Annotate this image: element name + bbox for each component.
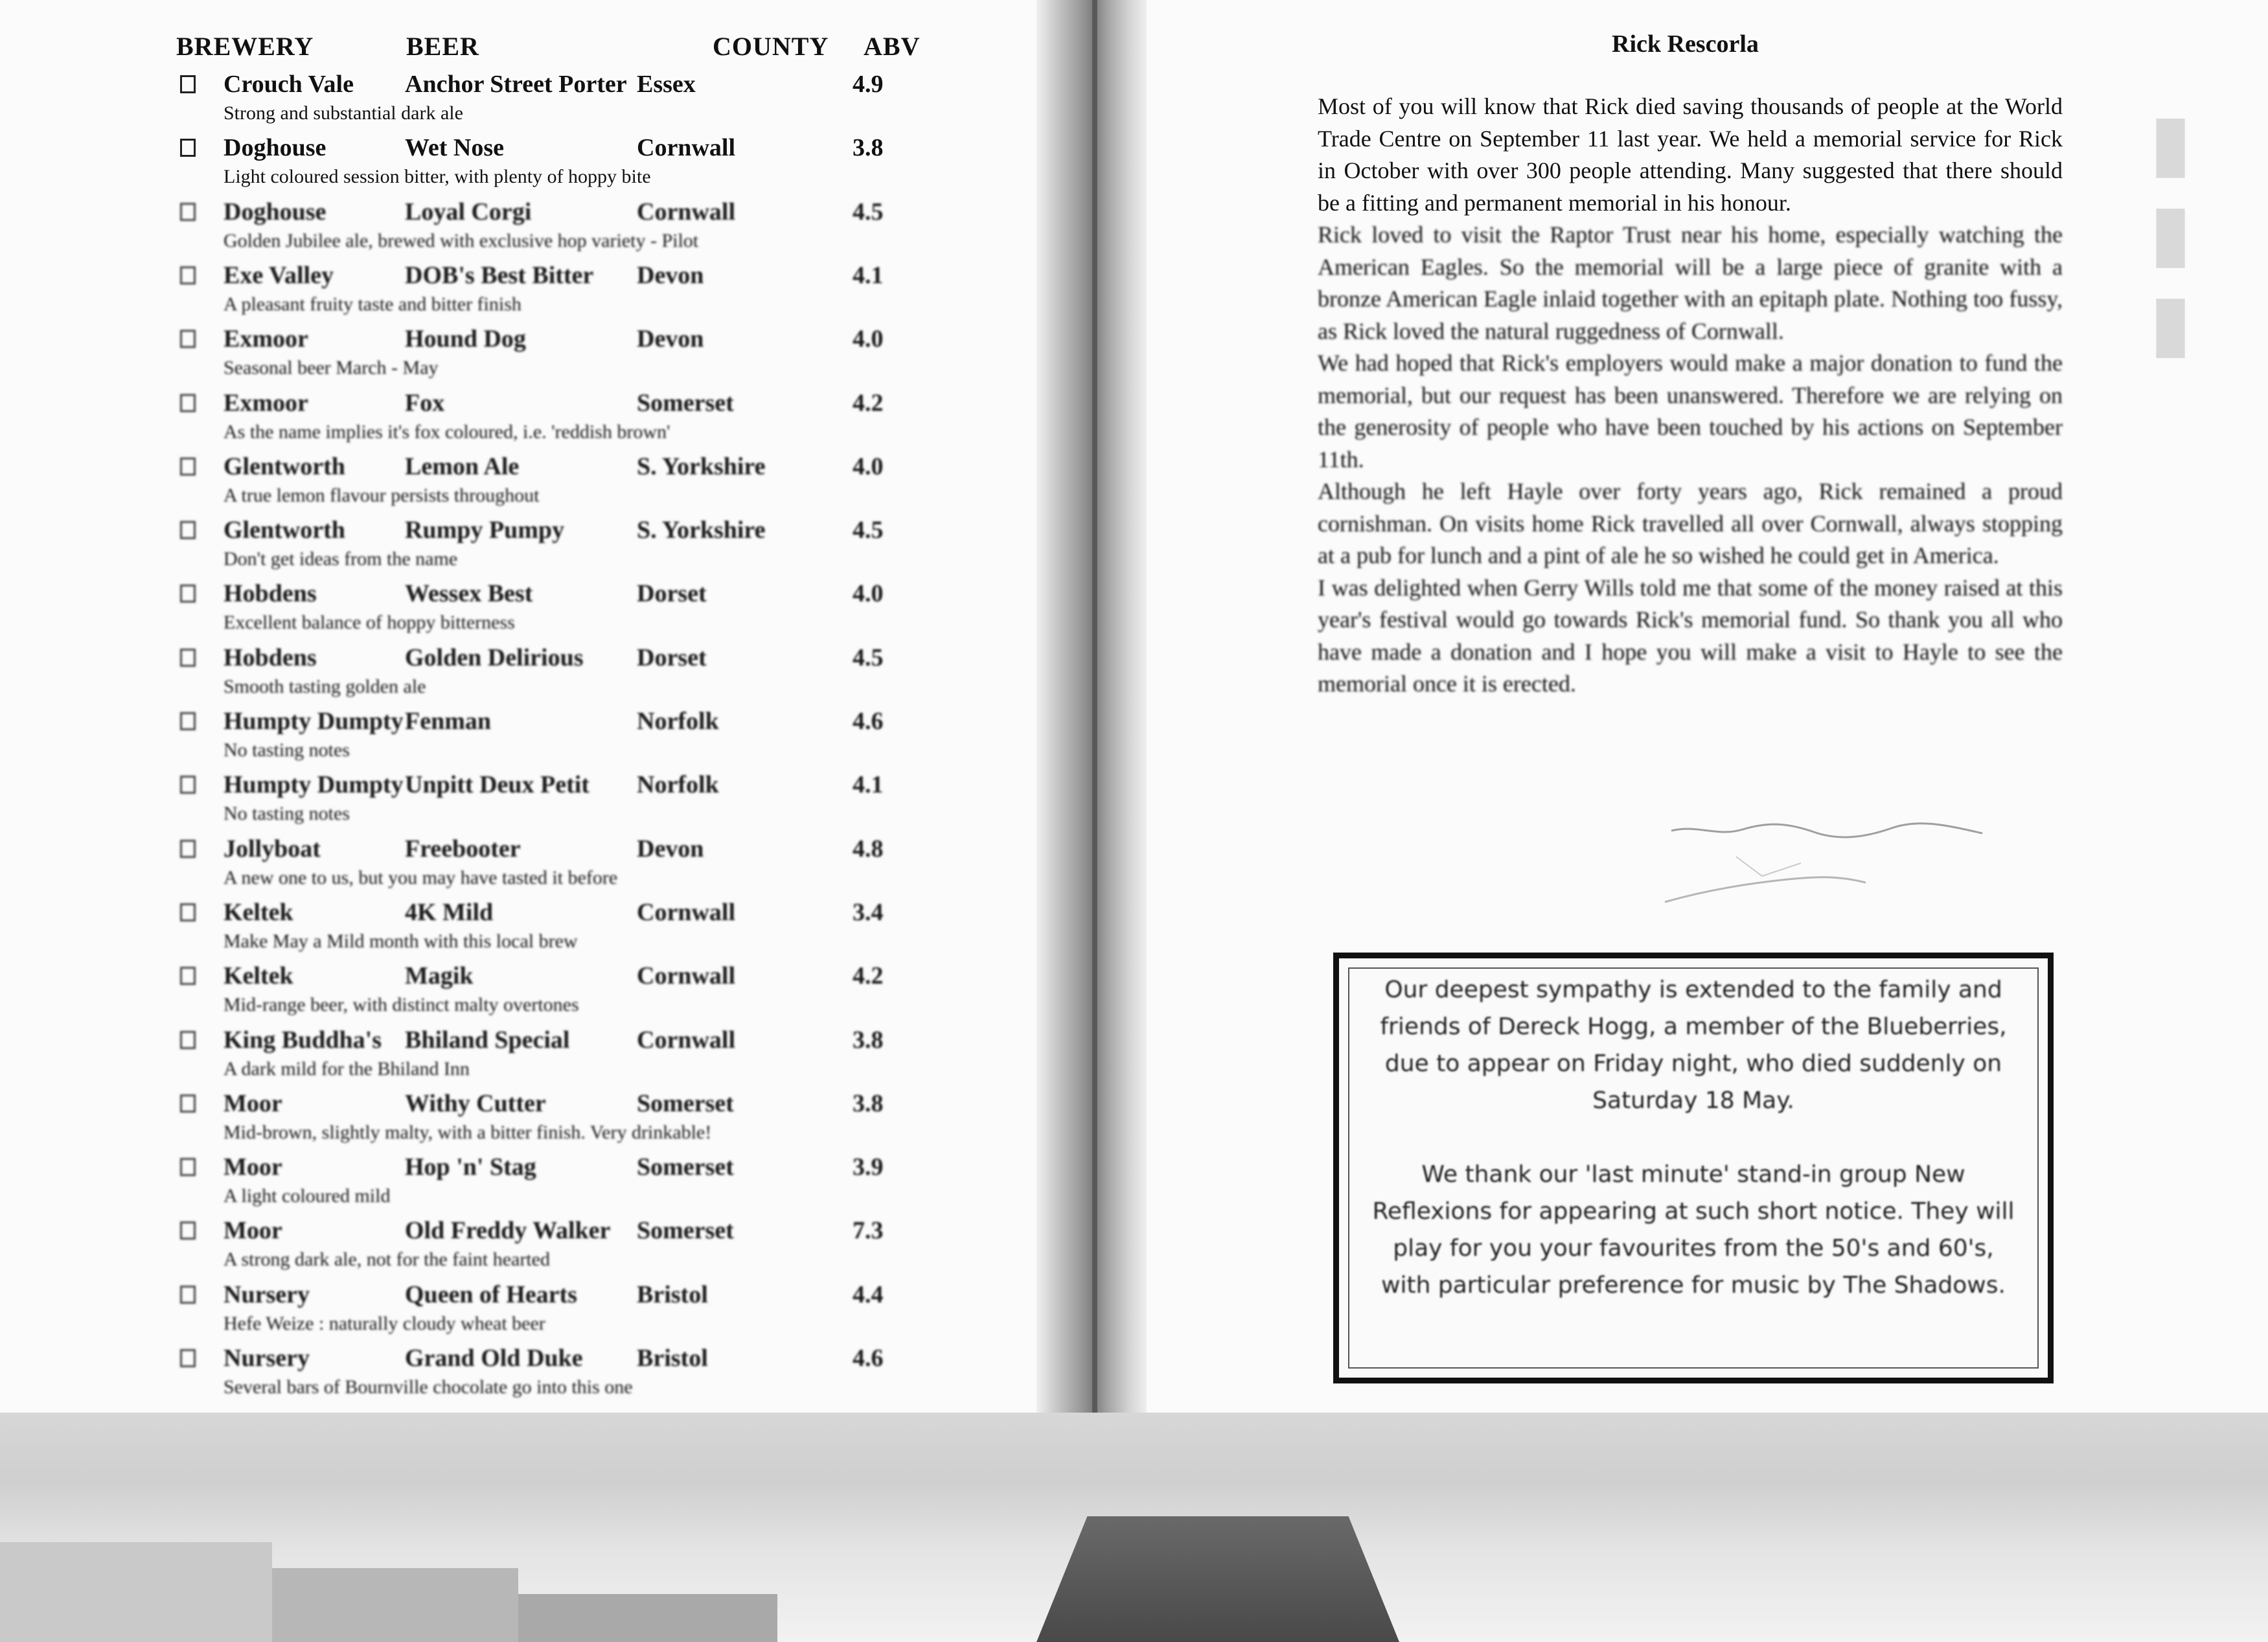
beer-row [175,1344,952,1406]
beer-description: A light coloured mild [223,1185,391,1207]
beer-main-line [175,1089,952,1123]
abv-value: 7.3 [853,1217,884,1245]
brewery-name: King Buddha's [223,1026,382,1054]
county-name: Cornwall [637,134,735,162]
abv-value: 3.8 [853,1026,884,1054]
beer-main-line [175,707,952,741]
tick-checkbox[interactable] [180,266,196,284]
county-name: Bristol [637,1280,708,1308]
article-paragraph-3: We had hoped that Rick's employers would make a major donation to fund the memorial, but our request has been unanswered. Therefore we are relying on the generosity of people who have been touched by his actions on September 11th. [1318,350,2063,472]
tick-checkbox[interactable] [180,521,196,539]
beer-main-line [175,261,952,295]
brewery-name: Nursery [223,1280,310,1308]
beer-row [175,516,952,578]
beer-description: A true lemon flavour persists throughout [223,484,540,506]
article-paragraph-1: Most of you will know that Rick died saving thousands of people at the World Trade Centre on September 11 last year. We held a memorial service for Rick in October with over 300 people attending. Many suggested that there should be a fitting and permanent memorial in his honour. [1318,93,2063,216]
tick-checkbox[interactable] [180,330,196,348]
tick-checkbox[interactable] [180,1158,196,1176]
brewery-name: Humpty Dumpty [223,771,404,799]
beer-name: Freebooter [405,835,521,862]
scan-artifact [518,1594,777,1642]
beer-name: Wet Nose [405,134,505,162]
beer-name: Rumpy Pumpy [405,516,564,544]
brewery-name: Nursery [223,1345,310,1372]
county-name: S. Yorkshire [637,452,766,480]
beer-description: As the name implies it's fox coloured, i.e. 'reddish brown' [223,421,670,443]
beer-name: DOB's Best Bitter [405,261,594,289]
notice-text [1365,971,2022,1304]
county-name: Devon [637,325,704,353]
beer-name: Golden Delirious [405,643,584,671]
handwritten-signature [1658,818,2047,921]
beer-row [175,1153,952,1215]
beer-main-line [175,70,952,104]
header-county: COUNTY [713,32,829,61]
county-name: Dorset [637,580,707,608]
book-spine-line [1092,0,1097,1642]
abv-value: 3.8 [853,1089,884,1117]
header-beer: BEER [406,32,479,61]
abv-value: 4.4 [853,1280,884,1308]
tick-checkbox[interactable] [180,840,196,858]
beer-description: Light coloured session bitter, with plenty of hoppy bite [223,166,651,188]
beer-name: Wessex Best [405,580,533,608]
brewery-name: Humpty Dumpty [223,708,404,735]
beer-row [175,261,952,323]
beer-description: Strong and substantial dark ale [223,102,463,124]
beer-name: Magik [405,962,474,990]
abv-value: 4.5 [853,643,884,671]
header-abv: ABV [864,32,921,61]
beer-main-line [175,1026,952,1059]
abv-value: 4.9 [853,71,884,98]
beer-main-line [175,898,952,932]
abv-value: 3.8 [853,134,884,162]
abv-value: 4.5 [853,516,884,544]
county-name: Somerset [637,389,734,417]
beer-main-line [175,133,952,167]
beer-row [175,70,952,132]
county-name: Cornwall [637,898,735,926]
tick-checkbox[interactable] [180,1094,196,1113]
beer-main-line [175,962,952,995]
beer-name: Hop 'n' Stag [405,1153,536,1181]
beer-description: No tasting notes [223,739,350,761]
abv-value: 4.1 [853,261,884,289]
beer-row [175,1089,952,1151]
beer-row [175,770,952,833]
beer-description: Excellent balance of hoppy bitterness [223,612,515,634]
beer-row [175,1216,952,1278]
county-name: Devon [637,835,704,862]
beer-row [175,389,952,451]
beer-name: Grand Old Duke [405,1345,583,1372]
beer-row [175,325,952,387]
beer-description: A strong dark ale, not for the faint hearted [223,1249,550,1271]
scan-artifact [0,1542,272,1642]
beer-list-page [0,0,1101,1413]
beer-row [175,898,952,960]
abv-value: 4.0 [853,452,884,480]
beer-main-line [175,325,952,358]
scan-artifact [272,1568,518,1642]
tick-checkbox[interactable] [180,1221,196,1240]
brewery-name: Hobdens [223,643,317,671]
beer-name: Queen of Hearts [405,1280,577,1308]
tick-checkbox[interactable] [180,457,196,476]
beer-main-line [175,516,952,549]
abv-value: 4.6 [853,1345,884,1372]
beer-description: Several bars of Bournville chocolate go into this one [223,1376,633,1398]
abv-value: 3.9 [853,1153,884,1181]
beer-main-line [175,1216,952,1250]
abv-value: 4.2 [853,389,884,417]
tick-checkbox[interactable] [180,1031,196,1049]
abv-value: 4.0 [853,325,884,353]
beer-name: Hound Dog [405,325,526,353]
beer-description: Seasonal beer March - May [223,357,439,379]
background-watermark: ▮▮▮ [2125,97,2216,367]
abv-value: 4.0 [853,580,884,608]
brewery-name: Exe Valley [223,261,334,289]
article-paragraph-5: I was delighted when Gerry Wills told me that some of the money raised at this year's festival would go towards Rick's memorial fund. So thank you all who have made a donation and I hope you will make a visit to Hayle to see the memorial once it is erected. [1318,574,2063,697]
beer-row [175,835,952,897]
article-paragraph-4: Although he left Hayle over forty years ago, Rick remained a proud cornishman. On visits home Rick travelled all over Cornwall, always stopping at a pub for lunch and a pint of ale he so wished he could get in America. [1318,478,2063,568]
county-name: Essex [637,71,696,98]
beer-name: Anchor Street Porter [405,71,627,98]
county-name: Cornwall [637,198,735,225]
beer-main-line [175,452,952,486]
tick-checkbox[interactable] [180,1286,196,1304]
article-body [1318,91,2063,700]
beer-main-line [175,770,952,804]
beer-description: Smooth tasting golden ale [223,675,426,697]
beer-row [175,133,952,196]
beer-name: Bhiland Special [405,1026,570,1054]
beer-row [175,707,952,769]
tick-checkbox[interactable] [180,203,196,221]
brewery-name: Doghouse [223,198,326,225]
county-name: Norfolk [637,708,719,735]
brewery-name: Jollyboat [223,835,321,862]
brewery-name: Doghouse [223,134,326,162]
tick-checkbox[interactable] [180,139,196,157]
beer-name: Old Freddy Walker [405,1217,611,1245]
county-name: Bristol [637,1345,708,1372]
beer-name: Fenman [405,708,491,735]
brewery-name: Exmoor [223,389,308,417]
beer-main-line [175,1280,952,1314]
abv-value: 4.6 [853,708,884,735]
beer-main-line [175,1153,952,1186]
beer-description: No tasting notes [223,803,350,825]
beer-description: A pleasant fruity taste and bitter finish [223,293,521,315]
article-paragraph-2: Rick loved to visit the Raptor Trust near his home, especially watching the American Eagles. So the memorial will be a large piece of granite with a bronze American Eagle inlaid together with an epitaph plate. Nothing too fussy, as Rick loved the natural ruggedness of Cornwall. [1318,222,2063,344]
beer-name: Unpitt Deux Petit [405,771,590,799]
abv-value: 4.5 [853,198,884,225]
beer-main-line [175,1344,952,1378]
article-title: Rick Rescorla [1612,30,1759,58]
scan-dark-base [1037,1516,1399,1642]
brewery-name: Glentworth [223,516,345,544]
tick-checkbox[interactable] [180,1349,196,1367]
beer-description: A new one to us, but you may have tasted it before [223,866,618,888]
beer-main-line [175,835,952,868]
sympathy-notice: Our deepest sympathy is extended to the family and friends of Dereck Hogg, a member of the Blueberries, due to appear on Friday night, who died suddenly on Saturday 18 May. [1380,977,2007,1114]
brewery-name: Keltek [223,962,293,990]
header-brewery: BREWERY [176,32,314,61]
tick-checkbox[interactable] [180,712,196,730]
county-name: Cornwall [637,1026,735,1054]
brewery-name: Exmoor [223,325,308,353]
beer-row [175,1026,952,1088]
county-name: Dorset [637,643,707,671]
tick-checkbox[interactable] [180,967,196,985]
abv-value: 4.8 [853,835,884,862]
abv-value: 3.4 [853,898,884,926]
beer-name: Fox [405,389,445,417]
brewery-name: Glentworth [223,452,345,480]
notice-box [1333,953,2054,1383]
county-name: Somerset [637,1153,734,1181]
county-name: Somerset [637,1217,734,1245]
county-name: Norfolk [637,771,719,799]
tick-checkbox[interactable] [180,75,196,93]
brewery-name: Keltek [223,898,293,926]
beer-name: Withy Cutter [405,1089,546,1117]
abv-value: 4.2 [853,962,884,990]
abv-value: 4.1 [853,771,884,799]
county-name: Somerset [637,1089,734,1117]
tick-checkbox[interactable] [180,903,196,921]
county-name: Devon [637,261,704,289]
beer-description: A dark mild for the Bhiland Inn [223,1058,470,1080]
brewery-name: Hobdens [223,580,317,608]
beer-row [175,579,952,642]
beer-main-line [175,389,952,422]
beer-description: Don't get ideas from the name [223,548,458,570]
beer-description: Mid-brown, slightly malty, with a bitter finish. Very drinkable! [223,1121,712,1143]
thanks-notice: We thank our 'last minute' stand-in group New Reflexions for appearing at such short notice. They will play for you your favourites from the 50's and 60's, with particular preference for music by The Shadows. [1372,1161,2015,1299]
beer-main-line [175,579,952,613]
brewery-name: Crouch Vale [223,71,354,98]
beer-main-line [175,198,952,231]
beer-main-line [175,643,952,677]
beer-name: Loyal Corgi [405,198,532,225]
beer-name: 4K Mild [405,898,494,926]
county-name: S. Yorkshire [637,516,766,544]
beer-row [175,452,952,515]
beer-row [175,198,952,260]
beer-row [175,643,952,706]
brewery-name: Moor [223,1153,282,1181]
book-gutter-shadow [1037,0,1147,1642]
beer-description: Golden Jubilee ale, brewed with exclusive hop variety - Pilot [223,229,699,251]
beer-name: Lemon Ale [405,452,520,480]
county-name: Cornwall [637,962,735,990]
brewery-name: Moor [223,1217,282,1245]
beer-description: Mid-range beer, with distinct malty overtones [223,994,579,1016]
tick-checkbox[interactable] [180,776,196,794]
beer-row [175,1280,952,1343]
tick-checkbox[interactable] [180,584,196,603]
beer-row [175,962,952,1024]
brewery-name: Moor [223,1089,282,1117]
tick-checkbox[interactable] [180,394,196,412]
beer-description: Hefe Weize : naturally cloudy wheat beer [223,1312,545,1334]
beer-description: Make May a Mild month with this local brew [223,930,578,952]
tick-checkbox[interactable] [180,649,196,667]
